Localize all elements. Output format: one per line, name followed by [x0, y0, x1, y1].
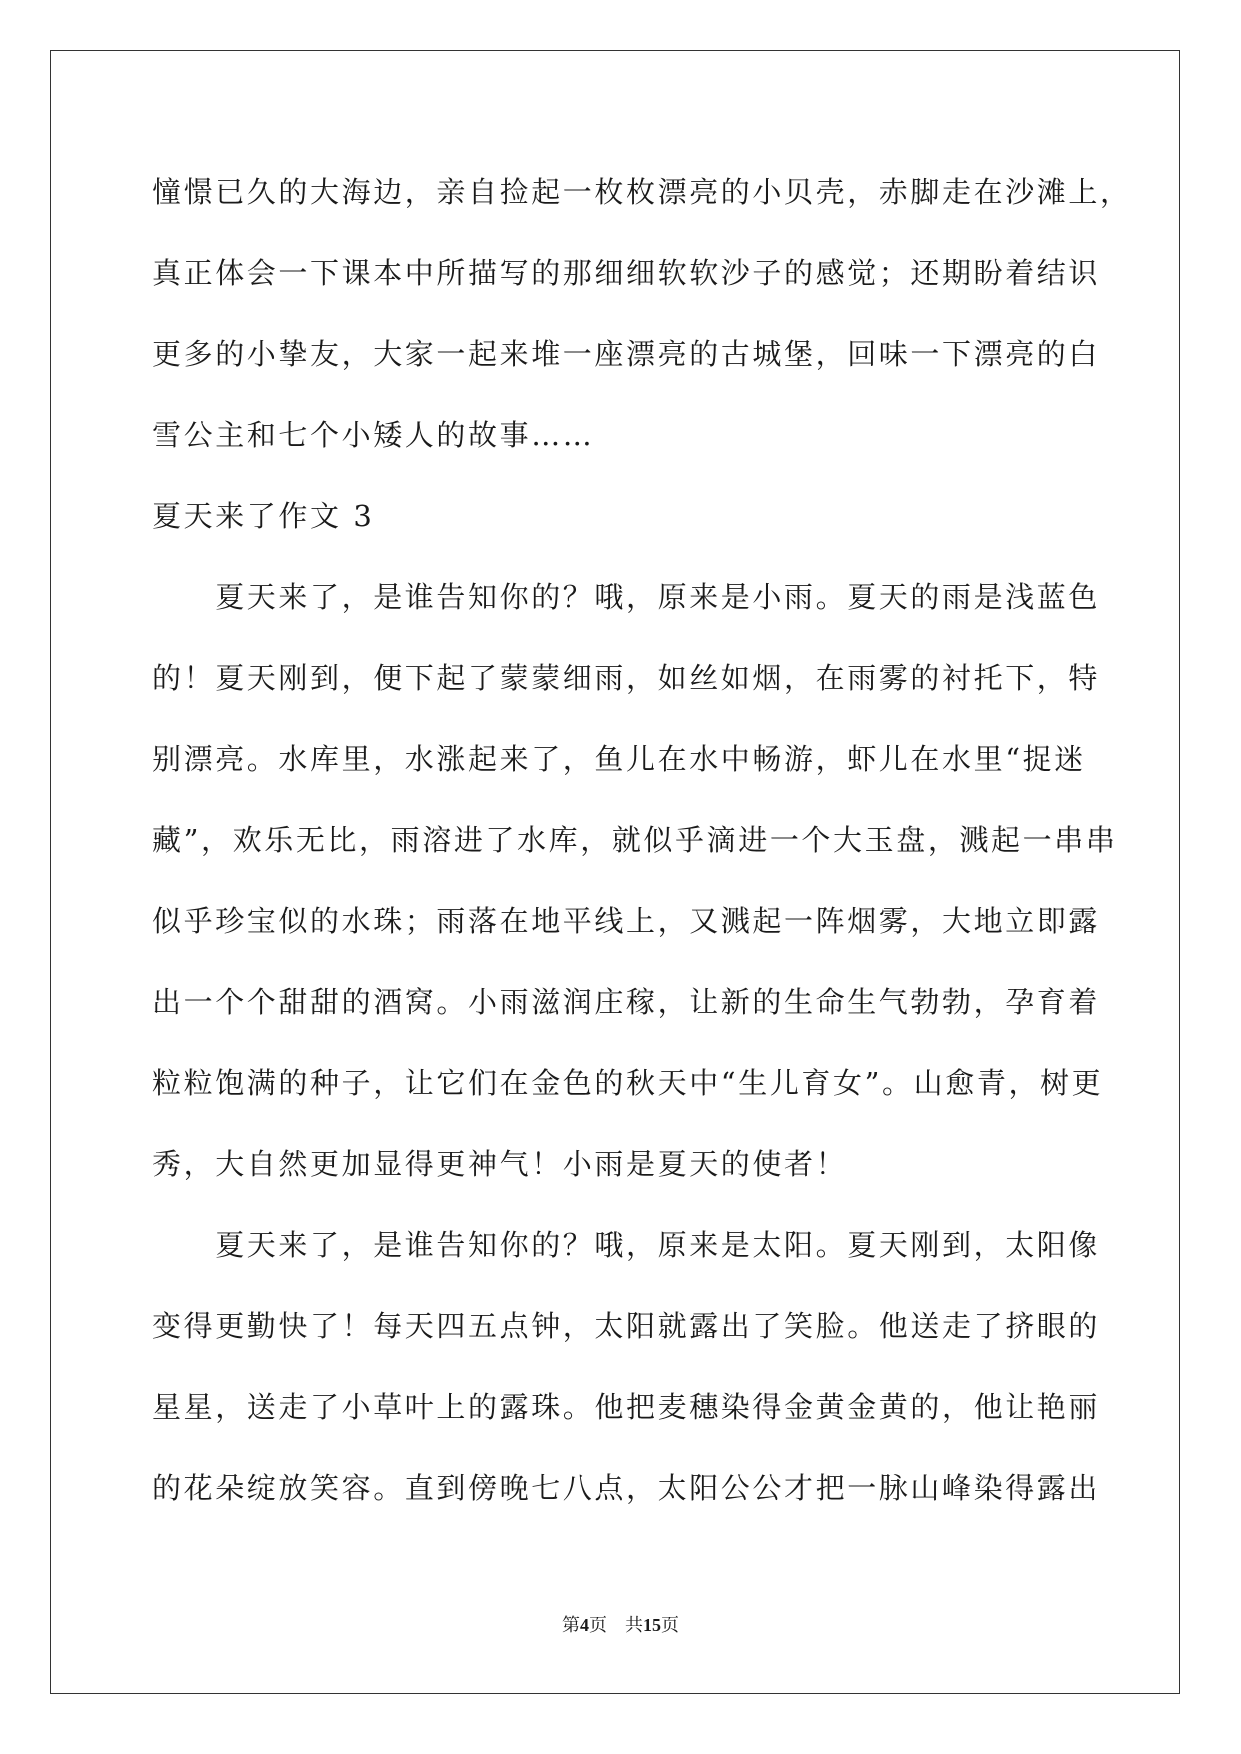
text-line: 夏天来了，是谁告知你的？哦，原来是太阳。夏天刚到，太阳像	[152, 1228, 1101, 1262]
text-line: 藏”，欢乐无比，雨溶进了水库，就似乎滴进一个大玉盘，溅起一串串	[152, 823, 1118, 857]
text-line: 出一个个甜甜的酒窝。小雨滋润庄稼，让新的生命生气勃勃，孕育着	[152, 985, 1101, 1019]
text-line: 变得更勤快了！每天四五点钟，太阳就露出了笑脸。他送走了挤眼的	[152, 1309, 1101, 1343]
total-pages: 15	[643, 1615, 661, 1635]
page-footer	[0, 1613, 1241, 1638]
page-prefix: 第	[562, 1615, 580, 1636]
text-line: 秀，大自然更加显得更神气！小雨是夏天的使者！	[152, 1147, 848, 1181]
page-suffix: 页	[589, 1615, 607, 1636]
text-line: 真正体会一下课本中所描写的那细细软软沙子的感觉；还期盼着结识	[152, 256, 1101, 290]
text-line: 粒粒饱满的种子，让它们在金色的秋天中“生儿育女”。山愈青，树更	[152, 1066, 1104, 1100]
text-line: 更多的小挚友，大家一起来堆一座漂亮的古城堡，回味一下漂亮的白	[152, 337, 1101, 371]
text-line: 的花朵绽放笑容。直到傍晚七八点，太阳公公才把一脉山峰染得露出	[152, 1471, 1101, 1505]
page-number: 4	[580, 1615, 589, 1635]
text-line: 似乎珍宝似的水珠；雨落在地平线上，又溅起一阵烟雾，大地立即露	[152, 904, 1101, 938]
page-frame	[50, 50, 1180, 1694]
text-line: 憧憬已久的大海边，亲自捡起一枚枚漂亮的小贝壳，赤脚走在沙滩上，	[152, 175, 1132, 209]
text-line: 的！夏天刚到，便下起了蒙蒙细雨，如丝如烟，在雨雾的衬托下，特	[152, 661, 1101, 695]
text-line: 夏天来了，是谁告知你的？哦，原来是小雨。夏天的雨是浅蓝色	[152, 580, 1101, 614]
text-line: 雪公主和七个小矮人的故事……	[152, 418, 595, 452]
total-prefix: 共	[625, 1615, 643, 1636]
text-line: 星星，送走了小草叶上的露珠。他把麦穗染得金黄金黄的，他让艳丽	[152, 1390, 1101, 1424]
text-line: 别漂亮。水库里，水涨起来了，鱼儿在水中畅游，虾儿在水里“捉迷	[152, 742, 1086, 776]
section-heading: 夏天来了作文 3	[152, 499, 375, 533]
total-suffix: 页	[661, 1615, 679, 1636]
